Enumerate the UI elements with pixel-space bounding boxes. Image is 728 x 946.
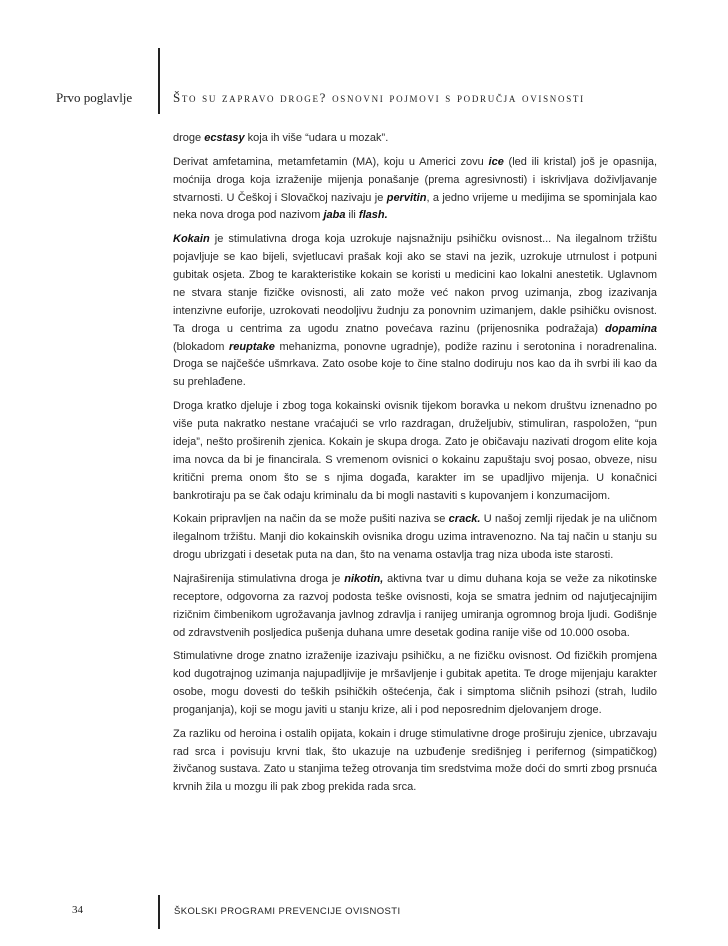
footer-divider	[158, 895, 160, 929]
header-divider	[158, 48, 160, 114]
text-run: Kokain pripravljen na način da se može pušiti naziva se	[173, 513, 449, 526]
emphasized-term: reuptake	[228, 340, 275, 353]
emphasized-term: Kokain	[173, 233, 210, 246]
paragraph	[173, 398, 657, 505]
page-number: 34	[72, 904, 83, 916]
text-run: , a jedno vrijeme u medijima se spominjala kao neka nova droga pod nazivom	[173, 191, 657, 222]
text-run: Za razliku od heroina i ostalih opijata, kokain i druge stimulativne droge proširuju zjenice, ubrzavaju rad srca i povisuju krvni tlak, što ukazuje na uzbuđenje središnjeg i perifernog (simpatičkog) živčanog sustava. Zato u stanjima težeg otrovanja tim sredstvima može doći do smrti zbog prsnuća krvnih žila u mozgu ili pak zbog prekida rada srca.	[173, 727, 657, 794]
emphasized-term: dopamina	[605, 322, 657, 335]
paragraph	[173, 231, 657, 392]
emphasized-term: ecstasy	[204, 132, 245, 144]
paragraph	[173, 726, 657, 798]
text-run: U našoj zemlji rijedak je na uličnom ilegalnom tržištu. Manji dio kokainskih ovisnika drogu uzima intravenozno. Na taj način u stanju su drogu ubrizgati i desetak puta na dan, što na venama ostavlja trag niza uboda iste starosti.	[173, 513, 657, 562]
paragraph	[173, 130, 657, 148]
text-run: Najraširenija stimulativna droga je	[173, 572, 345, 585]
text-run: ili	[345, 209, 359, 222]
text-run: aktivna tvar u dimu duhana koja se veže za nikotinske receptore, odgovorna za razvoj podosta teške ovisnosti, koja se smatra jednim od najutjecajnijim rizičnim čimbenikom ugrožavanja javlnog zdravlja i ranijeg umiranja ogromnog broja ljudi. Godišnje od zdravstvenih posljedica pušenja duhana umre desetak godina ranije više od 10.000 osoba.	[173, 572, 657, 639]
emphasized-term: pervitin	[386, 191, 427, 204]
text-run: mehanizma, ponovne ugradnje), podiže razinu i serotonina i noradrenalina. Droga se najčešće ušmrkava. Zato osobe koje to čine stalno dodiruju nos kao da ih svrbi ili kao da su prehlađene.	[173, 340, 657, 389]
paragraph	[173, 648, 657, 720]
body-text	[173, 130, 657, 803]
running-header-title: Što su zapravo droge? osnovni pojmovi s područja ovisnosti	[173, 90, 585, 105]
emphasized-term: ice	[488, 155, 504, 168]
text-run: je stimulativna droga koja uzrokuje najsnažniju psihičku ovisnost... Na ilegalnom tržištu pojavljuje se kao bijeli, svjetlucavi prašak koji ako se stavi na jezik, uzrokuje utrnulost i potpuni gubitak osjeta. Zbog te karakteristike kokain se koristi u medicini kao lokalni anestetik. Uglavnom ne stvara stanje fizičke ovisnosti, ali zato može već nakon prvog uzimanja, zbog izazivanja intenzivne euforije, uzrokovati neodoljivu žudnju za ponovnim uzimanjem, dakle psihičku ovisnost. Ta droga u centrima za ugodu znatno povećava razinu (prijenosnika podražaja)	[173, 233, 657, 335]
text-run: Stimulativne droge znatno izraženije izazivaju psihičku, a ne fizičku ovisnost. Od fizičkih promjena kod dugotrajnog uzimanja najupadljivije je mršavljenje i gubitak apetita. Te droge mijenjaju karakter osobe, mogu dovesti do teških psihičkih oštećenja, čak i simptoma sličnih psihozi (strah, ludilo proganjanja), koji se mogu javiti u stanju krize, ali i pod neposrednim djelovanjem droge.	[173, 650, 657, 716]
paragraph	[173, 571, 657, 643]
emphasized-term: crack.	[448, 513, 481, 526]
emphasized-term: flash.	[358, 209, 388, 222]
text-run: Droga kratko djeluje i zbog toga kokainski ovisnik tijekom boravka u nekom društvu iznenadno po više puta nakratko nestane vraćajući se vrlo razdragan, druželjubiv, stimuliran, raspoložen, “pun ideja”, nešto proširenih zjenica. Kokain je skupa droga. Zato je običavaju nazivati drogom elite koja ima novca da bi je financirala. S vremenom ovisnici o kokainu zapuštaju svoj posao, obveze, nisu kritični prema onom što se s njima događa, karakter im se upadljivo mijenja. U konačnici bankrotiraju pa se čak odaju kriminalu da bi mogli nastaviti s kupovanjem i konzumacijom.	[173, 400, 657, 502]
paragraph	[173, 511, 657, 565]
chapter-label: Prvo poglavlje	[56, 90, 133, 105]
emphasized-term: nikotin,	[344, 572, 384, 585]
text-run: Derivat amfetamina, metamfetamin (MA), koju u Americi zovu	[173, 155, 489, 168]
text-run: (led ili kristal) još je opasnija, moćnija droga koja izraženije mijenja ponašanje (prema agresivnosti) i iskrivljava doživljavanje stvarnosti. U Češkoj i Slovačkoj nazivaju je	[173, 155, 658, 204]
text-run: (blokadom	[173, 340, 229, 353]
footer-title: ŠKOLSKI PROGRAMI PREVENCIJE OVISNOSTI	[174, 906, 401, 917]
paragraph	[173, 154, 657, 226]
emphasized-term: jaba	[323, 209, 346, 222]
text-run: koja ih više “udara u mozak”.	[244, 132, 389, 144]
text-run: droge	[173, 132, 205, 144]
